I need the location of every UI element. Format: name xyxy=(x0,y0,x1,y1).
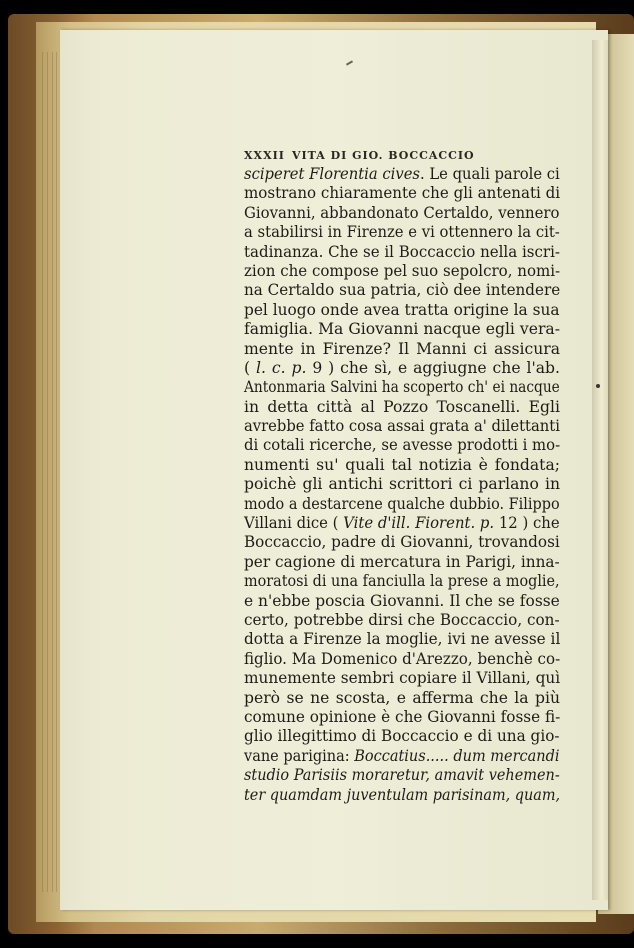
text-segment: per cagione di mercatura in Parigi, inna- xyxy=(244,552,560,571)
text-segment: mente in Firenze? Il Manni ci assicura xyxy=(244,339,560,358)
text-segment: numenti su' quali tal notizia è fondata; xyxy=(244,455,560,474)
text-line xyxy=(244,359,560,378)
text-line xyxy=(244,610,560,630)
text-segment: sciperet Florentia cives xyxy=(244,165,421,183)
text-line xyxy=(244,533,560,552)
running-title: VITA DI GIO. BOCCACCIO xyxy=(292,149,475,162)
text-line xyxy=(244,223,560,242)
text-segment: modo a destarcene qualche dubbio. Filippo xyxy=(244,494,560,513)
text-line xyxy=(244,746,560,766)
text-segment: di cotali ricerche, se avesse prodotti i mo- xyxy=(244,436,561,455)
text-line xyxy=(244,766,560,785)
text-segment: studio Parisiis moraretur, amavit vehemen- xyxy=(244,766,560,785)
text-segment: ( xyxy=(244,358,256,377)
text-segment: e n'ebbe poscia Giovanni. Il che se fosse xyxy=(244,591,560,610)
text-segment: Antonmaria Salvini ha scoperto ch' ei nacque xyxy=(244,378,560,397)
text-segment: comune opinione è che Giovanni fosse fi- xyxy=(244,707,561,726)
text-line xyxy=(244,340,560,359)
text-segment: mostrano chiaramente che gli antenati di xyxy=(244,184,561,203)
text-segment: Boccatius..... dum mercandi xyxy=(354,746,560,765)
text-segment: 12 ) che xyxy=(494,514,560,533)
text-line xyxy=(244,165,560,184)
text-line xyxy=(244,242,560,262)
text-line xyxy=(244,417,560,436)
text-line xyxy=(244,630,561,649)
text-line xyxy=(244,300,560,320)
page-gutter xyxy=(592,40,608,900)
text-line xyxy=(244,436,561,455)
text-segment: l. c. p. xyxy=(256,358,307,377)
text-segment: però se ne scosta, e afferma che la più xyxy=(244,688,560,707)
page-number: XXXII xyxy=(244,149,285,162)
text-line xyxy=(244,494,560,514)
text-segment: glio illegittimo di Boccaccio e di una gio- xyxy=(244,727,560,746)
text-segment: Giovanni, abbandonato Certaldo, vennero xyxy=(244,203,560,222)
text-segment: moratosi di una fanciulla la prese a moglie, xyxy=(244,572,560,591)
text-line xyxy=(244,378,560,397)
text-segment: avrebbe fatto cosa assai grata a' dilettanti xyxy=(244,417,560,436)
text-segment: 9 ) che sì, e aggiugne che l'ab. xyxy=(306,358,560,377)
margin-dot xyxy=(596,384,600,388)
text-line xyxy=(244,572,560,591)
text-line xyxy=(244,203,560,223)
text-segment: vane parigina: xyxy=(244,746,355,765)
text-segment: in detta città al Pozzo Toscanelli. Egli xyxy=(244,397,560,416)
text-line xyxy=(244,591,560,611)
text-segment: na Certaldo sua patria, ciò dee intendere xyxy=(244,281,561,300)
text-segment: tadinanza. Che se il Boccaccio nella iscri- xyxy=(244,242,560,261)
text-line xyxy=(244,727,560,746)
text-line xyxy=(244,552,560,572)
text-segment: certo, potrebbe dirsi che Boccaccio, con- xyxy=(244,610,560,629)
text-segment: Vite d'ill. Fiorent. p. xyxy=(343,514,495,533)
text-segment: a stabilirsi in Firenze e vi ottennero la cit- xyxy=(244,223,560,242)
text-segment: pel luogo onde avea tratta origine la sua xyxy=(244,300,560,319)
text-line xyxy=(244,707,561,727)
text-line xyxy=(244,281,561,300)
text-segment: famiglia. Ma Giovanni nacque egli vera- xyxy=(244,320,560,339)
text-line xyxy=(244,261,561,281)
text-line xyxy=(244,184,561,203)
body-text xyxy=(244,165,560,805)
text-line xyxy=(244,320,560,339)
text-line xyxy=(244,514,560,533)
text-segment: ter quamdam juventulam parisinam, quam, xyxy=(244,785,561,804)
text-line xyxy=(244,785,561,805)
text-segment: figlio. Ma Domenico d'Arezzo, benchè co- xyxy=(244,649,561,668)
text-line xyxy=(244,669,561,688)
text-segment: munemente sembri copiare il Villani, quì xyxy=(244,669,561,688)
text-segment: dotta a Firenze la moglie, ivi ne avesse il xyxy=(244,630,561,649)
text-segment: poichè gli antichi scrittori ci parlano in xyxy=(244,475,560,494)
text-segment: Villani dice ( xyxy=(244,514,344,533)
text-segment: . Le quali parole ci xyxy=(420,165,560,183)
text-line xyxy=(244,475,560,494)
text-segment: Boccaccio, padre di Giovanni, trovandosi xyxy=(244,533,560,552)
text-line xyxy=(244,456,560,475)
text-line xyxy=(244,398,560,417)
text-line xyxy=(244,649,561,669)
text-segment: zion che compose pel suo sepolcro, nomi- xyxy=(244,261,561,280)
text-line xyxy=(244,689,560,708)
